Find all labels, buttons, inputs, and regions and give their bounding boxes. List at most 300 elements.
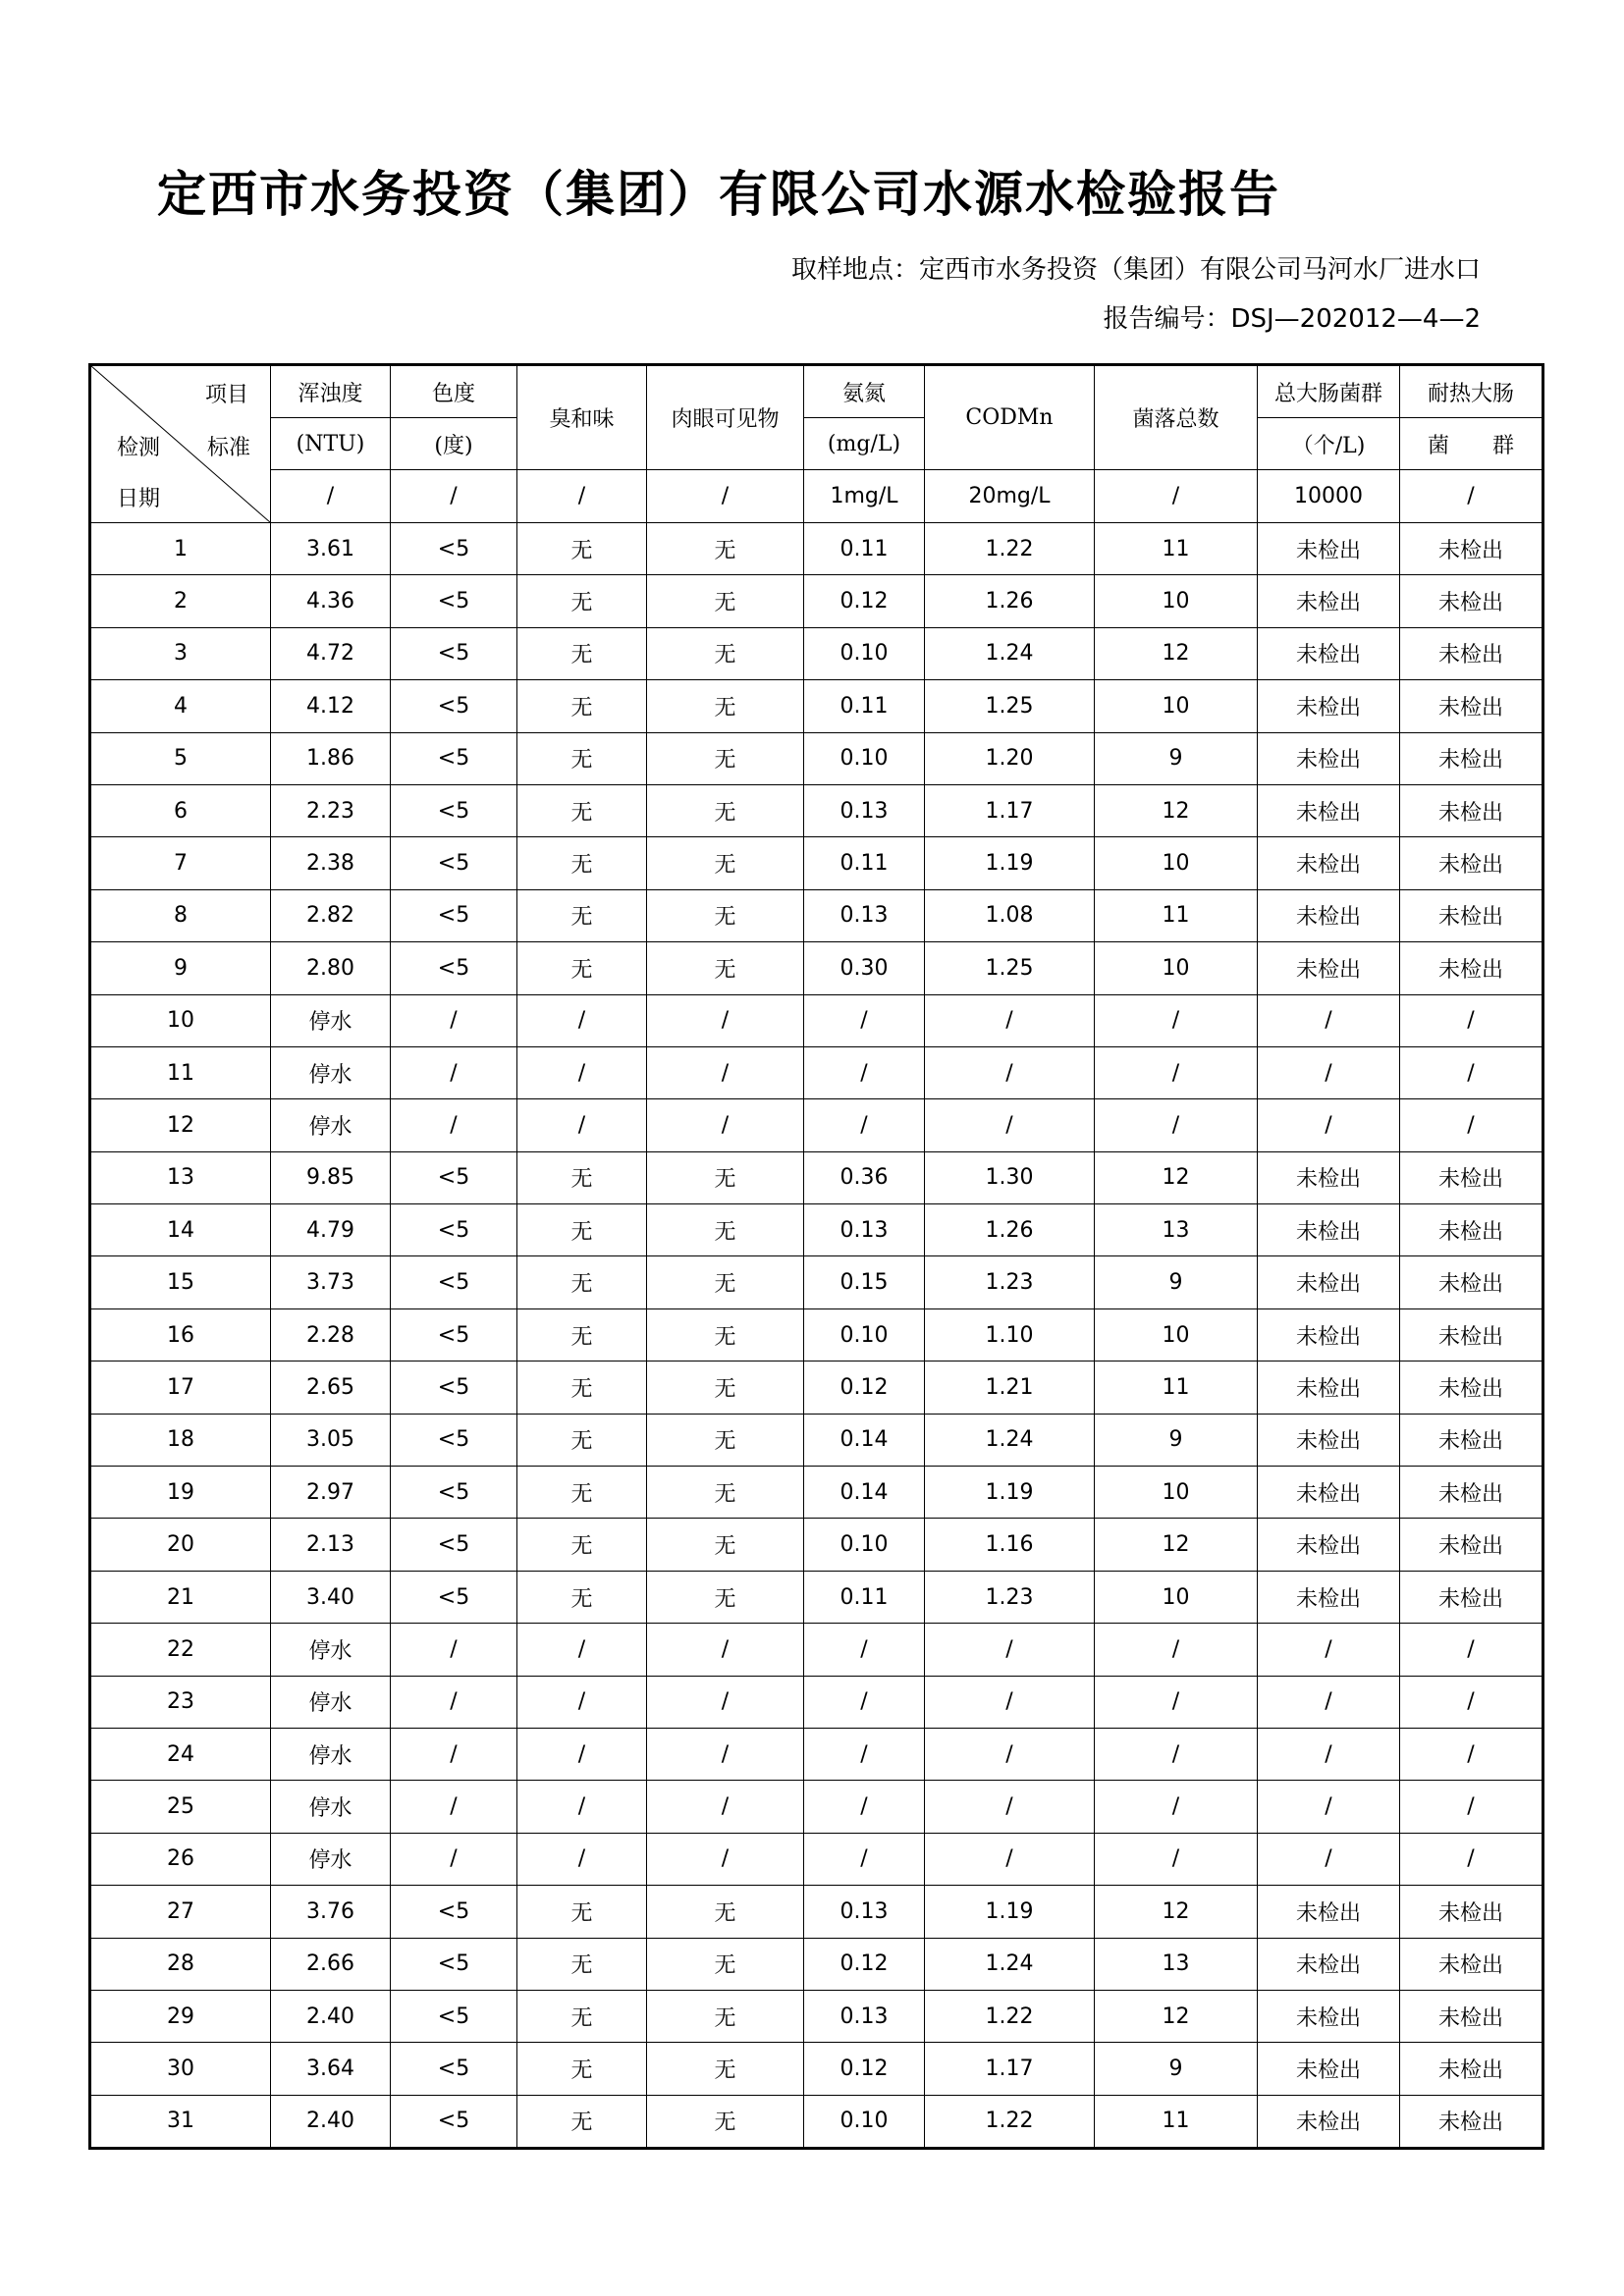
table-cell: 无: [647, 1151, 804, 1203]
table-row: [90, 1099, 1543, 1151]
table-cell: 未检出: [1258, 1519, 1400, 1571]
table-cell: 12: [1095, 784, 1258, 836]
table-cell: 0.10: [804, 2095, 925, 2148]
table-cell: 未检出: [1258, 1256, 1400, 1308]
table-cell: /: [647, 1728, 804, 1780]
table-cell: /: [804, 1781, 925, 1833]
table-cell: 未检出: [1258, 1467, 1400, 1519]
table-cell: 无: [517, 1938, 647, 1990]
day-cell: 19: [90, 1467, 271, 1519]
table-cell: /: [804, 1833, 925, 1885]
column-header-line2: 菌 群: [1400, 418, 1543, 470]
table-row: [90, 1571, 1543, 1623]
table-cell: <5: [391, 784, 517, 836]
table-cell: 未检出: [1258, 523, 1400, 575]
table-cell: /: [1258, 1781, 1400, 1833]
table-cell: /: [925, 1781, 1095, 1833]
table-cell: 未检出: [1258, 627, 1400, 679]
table-cell: 0.13: [804, 784, 925, 836]
table-cell: 停水: [271, 1728, 391, 1780]
corner-item-label: 项目: [204, 383, 248, 407]
table-cell: 0.12: [804, 1362, 925, 1414]
table-cell: 无: [647, 2095, 804, 2148]
table-cell: 0.14: [804, 1414, 925, 1466]
table-cell: /: [391, 1781, 517, 1833]
day-cell: 6: [90, 784, 271, 836]
table-cell: 3.61: [271, 523, 391, 575]
table-row: [90, 994, 1543, 1046]
table-body: [90, 365, 1543, 2149]
table-cell: 10: [1095, 1308, 1258, 1361]
table-cell: /: [391, 1676, 517, 1728]
table-cell: 1.23: [925, 1571, 1095, 1623]
table-cell: 10: [1095, 942, 1258, 994]
table-cell: /: [804, 1624, 925, 1676]
table-cell: /: [1400, 1046, 1543, 1098]
table-row: [90, 2043, 1543, 2095]
table-cell: <5: [391, 1362, 517, 1414]
table-cell: 无: [517, 627, 647, 679]
table-cell: <5: [391, 1151, 517, 1203]
table-cell: 无: [517, 784, 647, 836]
day-cell: 7: [90, 837, 271, 889]
table-row: [90, 1781, 1543, 1833]
table-cell: 1.17: [925, 784, 1095, 836]
table-cell: 未检出: [1400, 2095, 1543, 2148]
table-cell: 无: [647, 1414, 804, 1466]
table-cell: 4.36: [271, 575, 391, 627]
table-row: [90, 1990, 1543, 2042]
table-cell: 停水: [271, 1676, 391, 1728]
table-row: [90, 680, 1543, 732]
table-cell: 0.36: [804, 1151, 925, 1203]
table-cell: 2.38: [271, 837, 391, 889]
table-cell: <5: [391, 1519, 517, 1571]
table-cell: 无: [517, 1414, 647, 1466]
table-cell: /: [804, 1046, 925, 1098]
table-cell: /: [1400, 1781, 1543, 1833]
header-row-2: [90, 418, 1543, 470]
column-header: 臭和味: [517, 365, 647, 470]
table-cell: /: [517, 994, 647, 1046]
column-header-line2: (度): [391, 418, 517, 470]
column-header: 菌落总数: [1095, 365, 1258, 470]
day-cell: 12: [90, 1099, 271, 1151]
table-cell: 1.20: [925, 732, 1095, 784]
table-cell: 未检出: [1400, 2043, 1543, 2095]
table-cell: 无: [647, 523, 804, 575]
table-cell: /: [925, 994, 1095, 1046]
table-row: [90, 1519, 1543, 1571]
day-cell: 25: [90, 1781, 271, 1833]
table-cell: 未检出: [1400, 1938, 1543, 1990]
table-cell: 1.86: [271, 732, 391, 784]
column-header-line1: 总大肠菌群: [1258, 365, 1400, 418]
table-cell: /: [647, 1833, 804, 1885]
table-cell: /: [1095, 1781, 1258, 1833]
day-cell: 24: [90, 1728, 271, 1780]
table-cell: 1.30: [925, 1151, 1095, 1203]
table-row: [90, 1414, 1543, 1466]
table-cell: /: [1400, 1624, 1543, 1676]
table-cell: 9: [1095, 732, 1258, 784]
water-quality-table: [88, 363, 1544, 2150]
table-row: [90, 2095, 1543, 2148]
table-cell: 无: [647, 1467, 804, 1519]
day-cell: 23: [90, 1676, 271, 1728]
table-cell: 未检出: [1400, 1414, 1543, 1466]
day-cell: 2: [90, 575, 271, 627]
table-cell: /: [925, 1099, 1095, 1151]
table-cell: 无: [517, 2095, 647, 2148]
table-cell: 未检出: [1400, 1571, 1543, 1623]
standard-value-cell: /: [517, 470, 647, 523]
table-cell: 2.80: [271, 942, 391, 994]
standard-row: [90, 470, 1543, 523]
standard-value-cell: /: [1095, 470, 1258, 523]
table-cell: 无: [647, 889, 804, 941]
table-cell: 未检出: [1400, 1204, 1543, 1256]
table-cell: 停水: [271, 1624, 391, 1676]
table-cell: <5: [391, 1571, 517, 1623]
column-header-line1: 氨氮: [804, 365, 925, 418]
table-cell: 停水: [271, 1046, 391, 1098]
day-cell: 11: [90, 1046, 271, 1098]
day-cell: 26: [90, 1833, 271, 1885]
table-cell: 未检出: [1400, 784, 1543, 836]
table-row: [90, 1938, 1543, 1990]
table-cell: /: [517, 1046, 647, 1098]
table-cell: 未检出: [1258, 1571, 1400, 1623]
table-cell: <5: [391, 575, 517, 627]
table-cell: 12: [1095, 1990, 1258, 2042]
table-cell: /: [804, 994, 925, 1046]
table-cell: /: [1095, 1728, 1258, 1780]
table-cell: 无: [647, 837, 804, 889]
table-cell: 0.13: [804, 1886, 925, 1938]
table-cell: 11: [1095, 523, 1258, 575]
report-number: 报告编号：DSJ—202012—4—2: [1103, 304, 1481, 334]
table-cell: /: [517, 1833, 647, 1885]
table-cell: /: [1400, 1676, 1543, 1728]
day-cell: 10: [90, 994, 271, 1046]
table-cell: 1.17: [925, 2043, 1095, 2095]
table-cell: 1.24: [925, 627, 1095, 679]
table-cell: 0.13: [804, 1204, 925, 1256]
table-cell: 12: [1095, 1519, 1258, 1571]
day-cell: 13: [90, 1151, 271, 1203]
day-cell: 14: [90, 1204, 271, 1256]
table-cell: 未检出: [1258, 942, 1400, 994]
day-cell: 4: [90, 680, 271, 732]
table-cell: 2.65: [271, 1362, 391, 1414]
table-cell: 1.21: [925, 1362, 1095, 1414]
table-cell: <5: [391, 2095, 517, 2148]
table-cell: 3.76: [271, 1886, 391, 1938]
table-cell: <5: [391, 2043, 517, 2095]
table-cell: 未检出: [1400, 942, 1543, 994]
table-cell: /: [517, 1676, 647, 1728]
table-cell: /: [1095, 994, 1258, 1046]
table-cell: /: [1258, 1624, 1400, 1676]
table-cell: 9: [1095, 1256, 1258, 1308]
table-cell: 无: [647, 1256, 804, 1308]
table-cell: /: [804, 1099, 925, 1151]
table-cell: 3.05: [271, 1414, 391, 1466]
table-cell: 无: [517, 1990, 647, 2042]
table-row: [90, 1256, 1543, 1308]
table-cell: 无: [647, 2043, 804, 2095]
table-cell: 未检出: [1258, 784, 1400, 836]
table-cell: 0.13: [804, 889, 925, 941]
table-cell: 2.82: [271, 889, 391, 941]
table-row: [90, 1886, 1543, 1938]
table-cell: 无: [517, 575, 647, 627]
table-cell: /: [1258, 1833, 1400, 1885]
table-cell: 1.10: [925, 1308, 1095, 1361]
table-cell: 无: [517, 680, 647, 732]
day-cell: 9: [90, 942, 271, 994]
table-row: [90, 1728, 1543, 1780]
table-cell: 0.10: [804, 627, 925, 679]
table-cell: 11: [1095, 889, 1258, 941]
table-row: [90, 837, 1543, 889]
table-cell: 1.24: [925, 1414, 1095, 1466]
day-cell: 8: [90, 889, 271, 941]
table-cell: /: [391, 1624, 517, 1676]
table-cell: 无: [517, 1519, 647, 1571]
table-cell: <5: [391, 1414, 517, 1466]
table-row: [90, 1362, 1543, 1414]
table-cell: 10: [1095, 837, 1258, 889]
table-cell: 未检出: [1400, 627, 1543, 679]
table-row: [90, 575, 1543, 627]
table-cell: /: [391, 1046, 517, 1098]
table-cell: 1.26: [925, 1204, 1095, 1256]
table-cell: <5: [391, 627, 517, 679]
table-cell: <5: [391, 680, 517, 732]
table-cell: 无: [647, 784, 804, 836]
table-cell: <5: [391, 1990, 517, 2042]
day-cell: 29: [90, 1990, 271, 2042]
table-cell: 0.13: [804, 1990, 925, 2042]
table-cell: 0.10: [804, 1308, 925, 1361]
table-cell: 1.22: [925, 2095, 1095, 2148]
standard-value-cell: /: [1400, 470, 1543, 523]
table-cell: /: [1258, 1728, 1400, 1780]
table-cell: 0.30: [804, 942, 925, 994]
table-cell: 无: [517, 837, 647, 889]
standard-value-cell: /: [271, 470, 391, 523]
table-cell: 2.97: [271, 1467, 391, 1519]
table-cell: 无: [517, 523, 647, 575]
table-cell: 4.12: [271, 680, 391, 732]
table-cell: 3.64: [271, 2043, 391, 2095]
day-cell: 21: [90, 1571, 271, 1623]
table-cell: 1.19: [925, 1886, 1095, 1938]
day-cell: 27: [90, 1886, 271, 1938]
table-cell: 无: [647, 1990, 804, 2042]
table-cell: 未检出: [1258, 837, 1400, 889]
day-cell: 31: [90, 2095, 271, 2148]
table-cell: /: [1095, 1676, 1258, 1728]
table-cell: 0.11: [804, 680, 925, 732]
table-cell: /: [517, 1624, 647, 1676]
table-cell: <5: [391, 1467, 517, 1519]
table-cell: /: [1400, 1728, 1543, 1780]
table-cell: 未检出: [1400, 837, 1543, 889]
day-cell: 1: [90, 523, 271, 575]
table-cell: 1.24: [925, 1938, 1095, 1990]
table-cell: 1.22: [925, 1990, 1095, 2042]
table-cell: 13: [1095, 1938, 1258, 1990]
table-row: [90, 1308, 1543, 1361]
table-cell: <5: [391, 889, 517, 941]
table-cell: /: [517, 1728, 647, 1780]
table-cell: 未检出: [1258, 1886, 1400, 1938]
table-cell: /: [647, 1046, 804, 1098]
table-cell: 1.23: [925, 1256, 1095, 1308]
table-cell: 无: [647, 1204, 804, 1256]
table-cell: 2.13: [271, 1519, 391, 1571]
table-cell: 4.79: [271, 1204, 391, 1256]
table-cell: 12: [1095, 1886, 1258, 1938]
column-header-line1: 耐热大肠: [1400, 365, 1543, 418]
column-header-line2: （个/L): [1258, 418, 1400, 470]
table-cell: 未检出: [1400, 1256, 1543, 1308]
column-header-line1: 浑浊度: [271, 365, 391, 418]
corner-date-label: 日期: [117, 487, 161, 511]
table-cell: 1.26: [925, 575, 1095, 627]
table-cell: 0.11: [804, 1571, 925, 1623]
table-cell: /: [1095, 1046, 1258, 1098]
column-header-line1: 色度: [391, 365, 517, 418]
table-cell: 10: [1095, 575, 1258, 627]
table-cell: <5: [391, 837, 517, 889]
day-cell: 30: [90, 2043, 271, 2095]
table-cell: 无: [517, 1151, 647, 1203]
table-row: [90, 523, 1543, 575]
report-title: 定西市水务投资（集团）有限公司水源水检验报告: [157, 166, 1280, 223]
table-cell: 未检出: [1400, 889, 1543, 941]
table-cell: 未检出: [1400, 1886, 1543, 1938]
table-row: [90, 1467, 1543, 1519]
table-cell: 无: [517, 1204, 647, 1256]
table-row: [90, 732, 1543, 784]
table-cell: 11: [1095, 1362, 1258, 1414]
table-cell: /: [647, 994, 804, 1046]
table-cell: 停水: [271, 994, 391, 1046]
table-cell: 停水: [271, 1833, 391, 1885]
table-cell: /: [1400, 1833, 1543, 1885]
day-cell: 22: [90, 1624, 271, 1676]
table-cell: 停水: [271, 1099, 391, 1151]
table-cell: 未检出: [1258, 680, 1400, 732]
table-cell: 无: [517, 1362, 647, 1414]
day-cell: 18: [90, 1414, 271, 1466]
table-cell: <5: [391, 1204, 517, 1256]
table-cell: 无: [647, 942, 804, 994]
table-cell: 0.11: [804, 837, 925, 889]
corner-detect-label: 检测: [117, 436, 161, 460]
sampling-location: 取样地点：定西市水务投资（集团）有限公司马河水厂进水口: [790, 255, 1481, 285]
table-cell: 未检出: [1258, 1414, 1400, 1466]
table-cell: 10: [1095, 1571, 1258, 1623]
table-cell: /: [391, 1099, 517, 1151]
table-row: [90, 627, 1543, 679]
table-cell: /: [391, 1833, 517, 1885]
table-cell: 1.19: [925, 837, 1095, 889]
table-cell: 无: [517, 1886, 647, 1938]
table-cell: 13: [1095, 1204, 1258, 1256]
table-cell: <5: [391, 1308, 517, 1361]
table-cell: 11: [1095, 2095, 1258, 2148]
table-cell: 无: [647, 680, 804, 732]
table-cell: 1.25: [925, 680, 1095, 732]
table-cell: 未检出: [1258, 889, 1400, 941]
table-cell: 3.40: [271, 1571, 391, 1623]
table-cell: 1.25: [925, 942, 1095, 994]
table-cell: 无: [647, 1362, 804, 1414]
column-header: 肉眼可见物: [647, 365, 804, 470]
day-cell: 3: [90, 627, 271, 679]
table-row: [90, 942, 1543, 994]
table-cell: /: [925, 1046, 1095, 1098]
table-cell: 未检出: [1258, 1151, 1400, 1203]
table-cell: /: [1095, 1624, 1258, 1676]
table-cell: 未检出: [1258, 1938, 1400, 1990]
table-cell: 0.10: [804, 1519, 925, 1571]
table-cell: 1.22: [925, 523, 1095, 575]
table-cell: 12: [1095, 627, 1258, 679]
table-cell: 无: [517, 1256, 647, 1308]
table-cell: 未检出: [1400, 680, 1543, 732]
table-cell: 未检出: [1258, 2095, 1400, 2148]
table-cell: 未检出: [1258, 732, 1400, 784]
standard-value-cell: 10000: [1258, 470, 1400, 523]
table-cell: /: [925, 1624, 1095, 1676]
table-cell: 无: [517, 1308, 647, 1361]
table-row: [90, 889, 1543, 941]
table-cell: 1.08: [925, 889, 1095, 941]
table-cell: 未检出: [1400, 523, 1543, 575]
table-cell: 0.10: [804, 732, 925, 784]
table-cell: <5: [391, 1886, 517, 1938]
table-cell: <5: [391, 523, 517, 575]
table-cell: 未检出: [1400, 732, 1543, 784]
table-cell: 0.15: [804, 1256, 925, 1308]
table-cell: 未检出: [1258, 1362, 1400, 1414]
table-cell: /: [1258, 1676, 1400, 1728]
table-cell: 2.66: [271, 1938, 391, 1990]
table-cell: /: [1258, 1046, 1400, 1098]
table-cell: 3.73: [271, 1256, 391, 1308]
table-cell: 未检出: [1400, 1467, 1543, 1519]
table-cell: 未检出: [1400, 1990, 1543, 2042]
table-cell: 9: [1095, 2043, 1258, 2095]
table-cell: 2.40: [271, 2095, 391, 2148]
table-row: [90, 1204, 1543, 1256]
table-cell: /: [1258, 994, 1400, 1046]
table-cell: /: [517, 1781, 647, 1833]
table-cell: /: [1258, 1099, 1400, 1151]
table-cell: 0.12: [804, 2043, 925, 2095]
table-row: [90, 1046, 1543, 1098]
table-cell: 未检出: [1400, 1308, 1543, 1361]
day-cell: 15: [90, 1256, 271, 1308]
table-cell: /: [647, 1676, 804, 1728]
corner-standard-label: 标准: [206, 436, 250, 460]
